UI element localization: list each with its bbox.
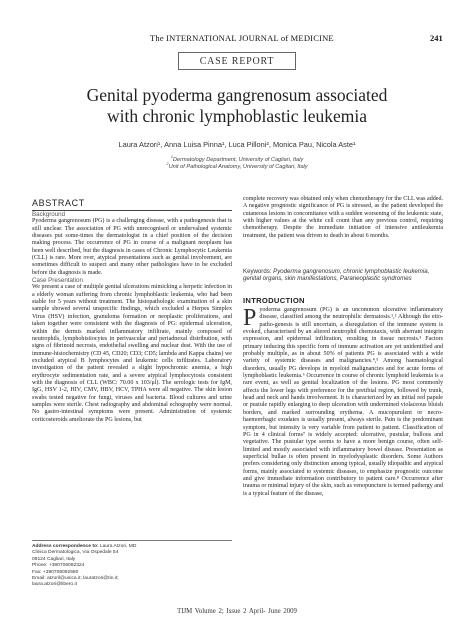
background-text: Pyoderma gangrenosum (PG) is a challenging disease, with a pathogenesis that is still unclear. The association of PG with unrecognised or undervalued systemic diseases put some-times the dermatologist in a chief position of the decision making process. The occurrence of PG in course of a malignant neoplasm has been well described, but the diagnosis in cases of Chronic Lymphocytic Leukemia (CLL) is rare. More over, atypical presentations such as genital involvement, are sometimes difficult to suspect and many other pathologies have to be excluded before the diagnosis is made.: [32, 218, 232, 276]
address-line: 09124 Cagliari, Italy: [32, 556, 76, 562]
address-phone: Phone: +390706092324: [32, 563, 85, 569]
address-email: Email: atzoril@unica.it; lauratzori@tin.it;: [32, 576, 119, 582]
affiliation-2-text: Unit of Pathological Anatomy, University of Cagliari, Italy: [168, 163, 308, 170]
address-name: Laura Atzori, MD: [99, 544, 137, 549]
address-divider: [32, 540, 232, 541]
title-line-2: with chronic lymphoblastic leukemia: [106, 106, 367, 126]
journal-header: The INTERNATIONAL JOURNAL of MEDICINE: [150, 33, 334, 43]
case-presentation-text: We present a case of multiple genital ulcerations mimicking a herpetic infection in a elderly woman suffering from chronic lymphoblastic leukemia, who had been stable for 5 years without treatment. The histopathologic examination of a skin sample showed several unspecific findings, which excluded a Herpes Simplex Virus (HSV) infection, granuloma formation or neoplastic proliferations, and taken together were consistent with the diagnosis of PG: epidermal ulceration, within the dermis marked inflammatory infiltrate, mainly composed of neutrophils, lymphohistiocytes in perivascular and periadnexal distribution, with signs of fibrinoid necrosis, endothelial swelling and nuclear dust. With the use of immune-histochemistry (CD 45, CD20; CD3; CD5; lambda and Kappa chains) we excluded atypical B lymphocytes and leukemic cells infiltrates. Laboratory investigation of the patient revealed a slight hypochromic anemia, a high erythrocyte sedimentation rate, and a severe atypical lymphocytosis consistent with the diagnosis of CLL (WBC: 70.00 x 103/μl). The serologic tests for IgM, IgG, HSV 1-2, HIV, CMV, HBV, HCV, TPHA were all negative. The skin lesion swabs tested negative for fungi, viruses and bacteria. Blood cultures and urine samples were sterile. Chest radiography and abdominal echography were normal. No gastro-intestinal symptoms were present. Administration of systemic corticosteroids ameliorate the PG lesions, but: [32, 284, 232, 423]
affiliation-1-text: Dermatology Department, University of Cagliari, Italy: [172, 156, 304, 163]
case-presentation-label: Case Presentation: [32, 277, 83, 285]
keywords-block: [243, 268, 443, 283]
background-label: Background: [32, 211, 66, 218]
article-title: [30, 85, 444, 127]
abstract-continuation: [243, 196, 443, 240]
keywords-text: Pyoderma gangrenosum, chronic lymphoblastic leukemia, genital organs, skin manifestations, Paraneoplastic syndromes: [243, 268, 430, 283]
introduction-body: [243, 307, 443, 498]
address-email: laura.atzori@libero.it: [32, 582, 77, 588]
abstract-body: [32, 211, 232, 424]
author-list: Laura Atzori¹, Anna Luisa Pinna¹, Luca Pilloni², Monica Pau, Nicola Aste¹: [118, 140, 356, 149]
title-line-1: Genital pyoderma gangrenosum associated: [86, 85, 388, 105]
page-number: 241: [430, 33, 443, 43]
affiliation-1: $^1$Dermatology Department, University of Cagliari, Italy: [170, 154, 304, 163]
introduction-heading: INTRODUCTION: [243, 296, 305, 305]
correspondence-address: [32, 544, 232, 589]
abstract-continuation-text: complete recovery was obtained only when chemotherapy for the CLL was added. A negative prognostic significance of PG is stressed, as the patient developed the cutaneous lesions in concomitance with a sudden worsening of the leukemic state, with higher values at the white cell count than any previous control, requiring chemotherapy. Despite the immediate initiation of intensive antileukemia treatment, the patient was driven to death in about 6 months.: [243, 196, 443, 239]
article-type-box: [178, 52, 296, 70]
address-fax: Fax: +390706092580: [32, 569, 79, 575]
affiliation-2: $^2$Unit of Pathological Anatomy, University of Cagliari, Italy: [166, 161, 308, 170]
article-type-label: CASE REPORT: [199, 55, 275, 67]
introduction-text: yoderma gangrenosum (PG) is an uncommon ulcerative inflammatory disease, classified among the neutrophilic dermatosis.¹,² Although the etio-patho-genesis is still uncertain, a disregulation of the immune system is evoked, characterised by an altered neutrophil chemotaxis, with aberrant integrin expression, and epidermal infiltration, resulting in tissue necrosis.³ Factors primary inducing this specific form of immune activation are yet unidentified and probably multiple, as in about 50% of patients PG is associated with a wide variety of systemic diseases and malignancies.⁴,⁵ Among haematological disorders, usually PG develops in myeloid malignancies and for acute forms of lymphoblastic leukemia.⁶ Occurrence in course of chronic lymphoid leukemia is a rare event, as well as genital localization of the lesions. PG most commonly affects the lower legs with preference for the pretibial region, followed by trunk, head and neck and hands involvement. It is characterized by an initial red papule or pustule rapidly enlarging to deep ulceration with undermined violaceous bluish borders, and marked surrounding erythema. A mucopurulent or necro-haemorrhagic exudates is usually present, always sterile. Pain is the predominant symptom, but intensity is very variable from patient to patient. Classification of PG in 4 clinical forms⁷ is widely accepted: ulcerative, pustular, bullous and vegetative. The pustular type seems to have a more benign course, often self-limited and mostly associated with inflammatory bowel disease. Presentation as superficial bullae is often present in myelodysplastic disorders. Some Authors prefers considering only distinction among typical, usually idiopathic and atypical forms, mainly associated to systemic diseases, to emphasize prognostic outcome and give immediate information contributory to patient care.⁸ Occurrence after trauma or minimal injury of the skin, such as venopuncture is termed pathergy and is a typical feature of the disease,: [243, 307, 443, 497]
introduction-dropcap: P: [243, 305, 257, 331]
address-line: Clinica Dermatologica, Via Ospedale 54: [32, 550, 119, 556]
page-footer: TIJM Volume 2; Issue 2 April- June 2009: [177, 608, 297, 615]
address-label: Address correspondence to:: [32, 544, 99, 549]
keywords-label: Keywords:: [243, 268, 272, 275]
abstract-heading: ABSTRACT: [32, 198, 232, 211]
